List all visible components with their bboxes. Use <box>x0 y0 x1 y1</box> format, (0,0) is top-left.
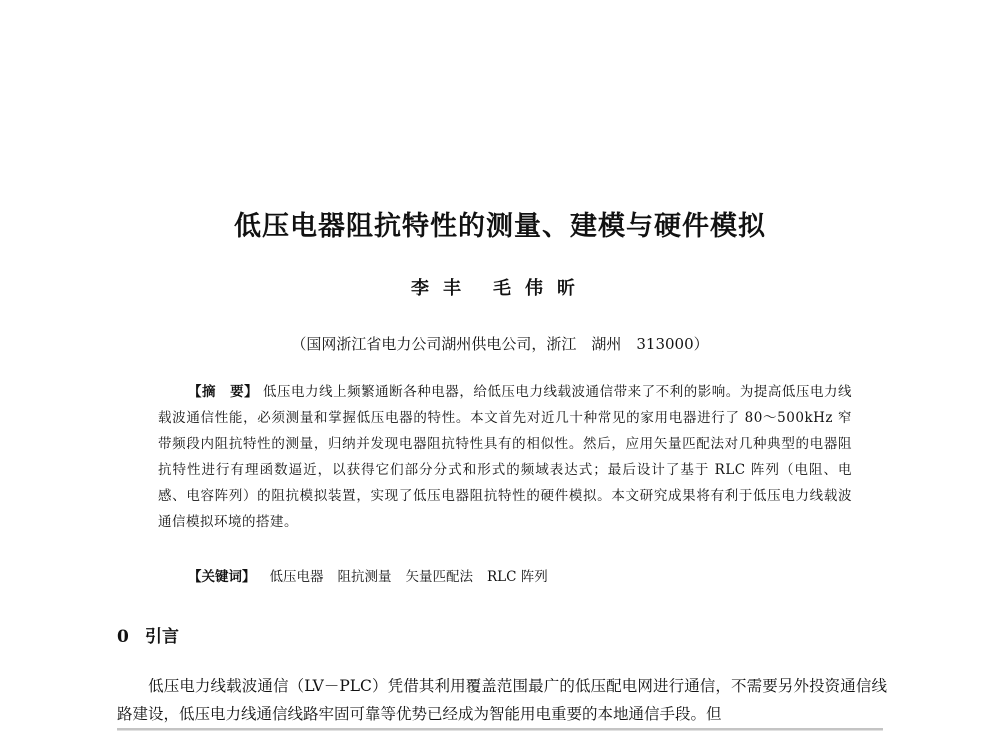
keyword: 阻抗测量 <box>337 569 392 585</box>
author-name: 毛伟昕 <box>493 278 589 299</box>
keyword: 矢量匹配法 <box>405 569 473 585</box>
keywords-label: 【关键词】 <box>188 569 256 585</box>
section-heading <box>117 622 179 647</box>
author-name: 李丰 <box>411 278 475 299</box>
paper-title: 低压电器阻抗特性的测量、建模与硬件模拟 <box>234 211 766 242</box>
section-number: 0 <box>117 627 129 647</box>
affiliation: （国网浙江省电力公司湖州供电公司，浙江 湖州 313000） <box>291 335 709 353</box>
section-title: 引言 <box>145 627 179 647</box>
author-list <box>0 274 1000 300</box>
keyword: RLC 阵列 <box>487 569 548 585</box>
keywords <box>188 564 848 590</box>
body-paragraph <box>117 672 887 728</box>
keyword: 低压电器 <box>269 569 324 585</box>
cropped-text-line <box>117 728 883 733</box>
abstract-label: 【摘 要】 <box>188 384 259 400</box>
body-paragraph-text: 低压电力线载波通信（LV－PLC）凭借其利用覆盖范围最广的低压配电网进行通信，不需要另外投资通信线路建设，低压电力线通信线路牢固可靠等优势已经成为智能用电重要的本地通信手段。但 <box>117 677 887 723</box>
abstract-text: 低压电力线上频繁通断各种电器，给低压电力线载波通信带来了不利的影响。为提高低压电力线载波通信性能，必须测量和掌握低压电器的特性。本文首先对近几十种常见的家用电器进行了 80～500kHz 窄带频段内阻抗特性的测量，归纳并发现电器阻抗特性具有的相似性。然后，应用矢量匹配法对几种典型的电器阻抗特性进行有理函数逼近，以获得它们部分分式和形式的频域表达式；最后设计了基于 RLC 阵列（电阻、电感、电容阵列）的阻抗模拟装置，实现了低压电器阻抗特性的硬件模拟。本文研究成果将有利于低压电力线载波通信模拟环境的搭建。 <box>158 384 853 530</box>
abstract <box>158 379 852 535</box>
